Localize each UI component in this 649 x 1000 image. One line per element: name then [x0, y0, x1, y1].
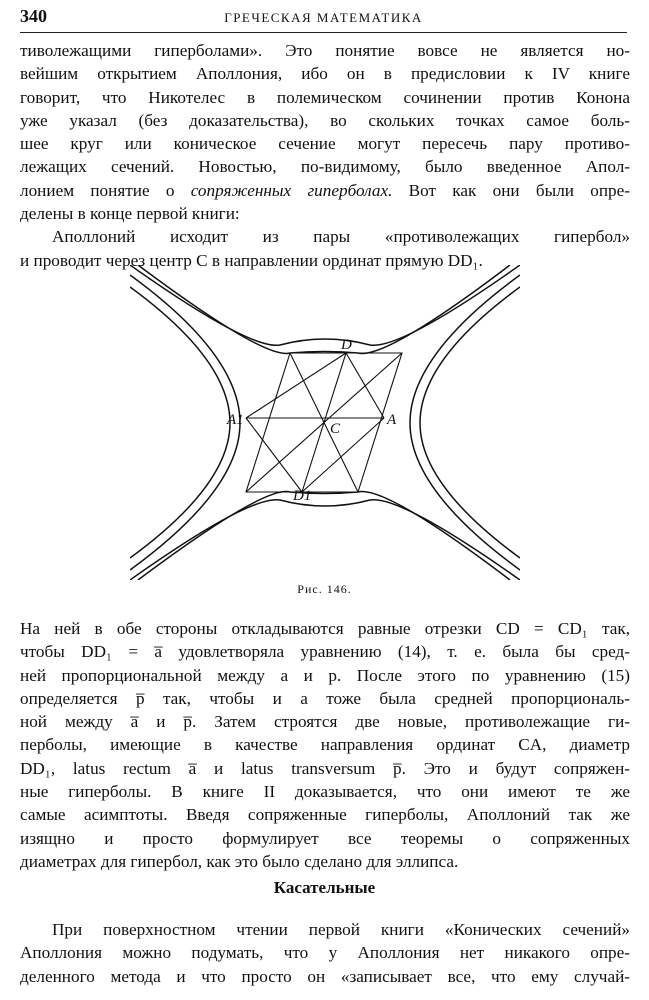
text-line: диаметрах для гипербол, как это было сделано для эллипса. [20, 851, 459, 871]
hyperbola-right [410, 275, 520, 570]
line-d-a [346, 353, 384, 418]
text-line: лежащих сечений. Новостью, по-видимому, было введенное Апол- [20, 157, 630, 177]
text-line [20, 179, 630, 202]
text-line: ной между a̅ и p̅. Затем строятся две новые, противолежащие ги- [20, 712, 630, 732]
page-number: 340 [20, 6, 47, 26]
hyperbola-bottom-outer [130, 500, 520, 580]
line-a-d1 [302, 418, 384, 492]
figure-caption: Рис. 146. [297, 582, 352, 596]
text-line: делены в конце первой книги: [20, 204, 240, 224]
paragraph-conjugate [20, 617, 630, 873]
text-line: ные гиперболы. В книге II доказывается, что они имеют те же [20, 782, 630, 802]
text-line: Аполлония можно подумать, что у Аполлония нет никакого опре- [20, 943, 630, 963]
text-line: DD₁, latus rectum a̅ и latus transversum p̅. Это и будут сопряжен- [20, 758, 630, 778]
running-title: ГРЕЧЕСКАЯ МАТЕМАТИКА [224, 10, 423, 25]
text-line: перболы, имеющие в качестве направления ординат CA, диаметр [20, 735, 630, 755]
text-line: изящно и просто формулирует все теоремы о сопряженных [20, 828, 630, 848]
label-a: A [387, 412, 397, 428]
text-line: и проводит через центр C в направлении ординат прямую DD₁. [20, 250, 483, 270]
text-line: тиволежащими гиперболами». Это понятие вовсе не является но- [20, 41, 630, 60]
text-line: Аполлоний исходит из пары «противолежащих гипербол» [52, 227, 630, 247]
hyperbola-left [130, 275, 240, 570]
text-line: На ней в обе стороны откладываются равные отрезки CD = CD₁ так, [20, 619, 630, 638]
hyperbola-top-outer [130, 265, 520, 345]
italic-term: сопряженных гиперболах. [190, 180, 393, 200]
line-d1-a1 [246, 418, 302, 492]
text-line: вейшим открытием Аполлония, ибо он в предисловии к IV книге [20, 64, 630, 84]
text-line: уже указал (без доказательства), во скольких точках самое боль- [20, 110, 630, 130]
text-line: При поверхностном чтении первой книги «Конических сечений» [52, 920, 630, 939]
text-span: лонием понятие о [20, 180, 191, 200]
text-line: самые асимптоты. Введя сопряженные гиперболы, Аполлоний так же [20, 805, 630, 825]
label-d: D [341, 337, 352, 353]
page-header [20, 6, 627, 33]
text-line: говорит, что Никотелес в полемическом сочинении против Конона [20, 87, 630, 107]
label-c: C [330, 421, 341, 437]
text-line: чтобы DD₁ = a̅ удовлетворяла уравнению (14), т. е. была бы сред- [20, 642, 630, 662]
paragraph-intro [20, 39, 630, 272]
paragraph-tangents [20, 918, 630, 988]
hyperbola-left-inner [130, 287, 230, 558]
line-a1-d [246, 353, 346, 418]
text-line: ней пропорциональной между a и p. После этого по уравнению (15) [20, 665, 630, 685]
text-line: определяется p̅ так, чтобы и a тоже была средней пропорциональ- [20, 688, 630, 708]
text-line: шее круг или коническое сечение могут пересечь пару противо- [20, 134, 630, 154]
text-line: деленного метода и что просто он «записывает все, что ему случай- [20, 966, 630, 986]
section-heading: Касательные [273, 878, 376, 897]
label-a1: A1 [227, 412, 244, 428]
text-span: Вот как они были опре- [392, 180, 630, 200]
label-d1: D1 [293, 488, 312, 504]
hyperbola-right-inner [420, 287, 520, 558]
conjugate-hyperbolas-figure [130, 265, 520, 580]
